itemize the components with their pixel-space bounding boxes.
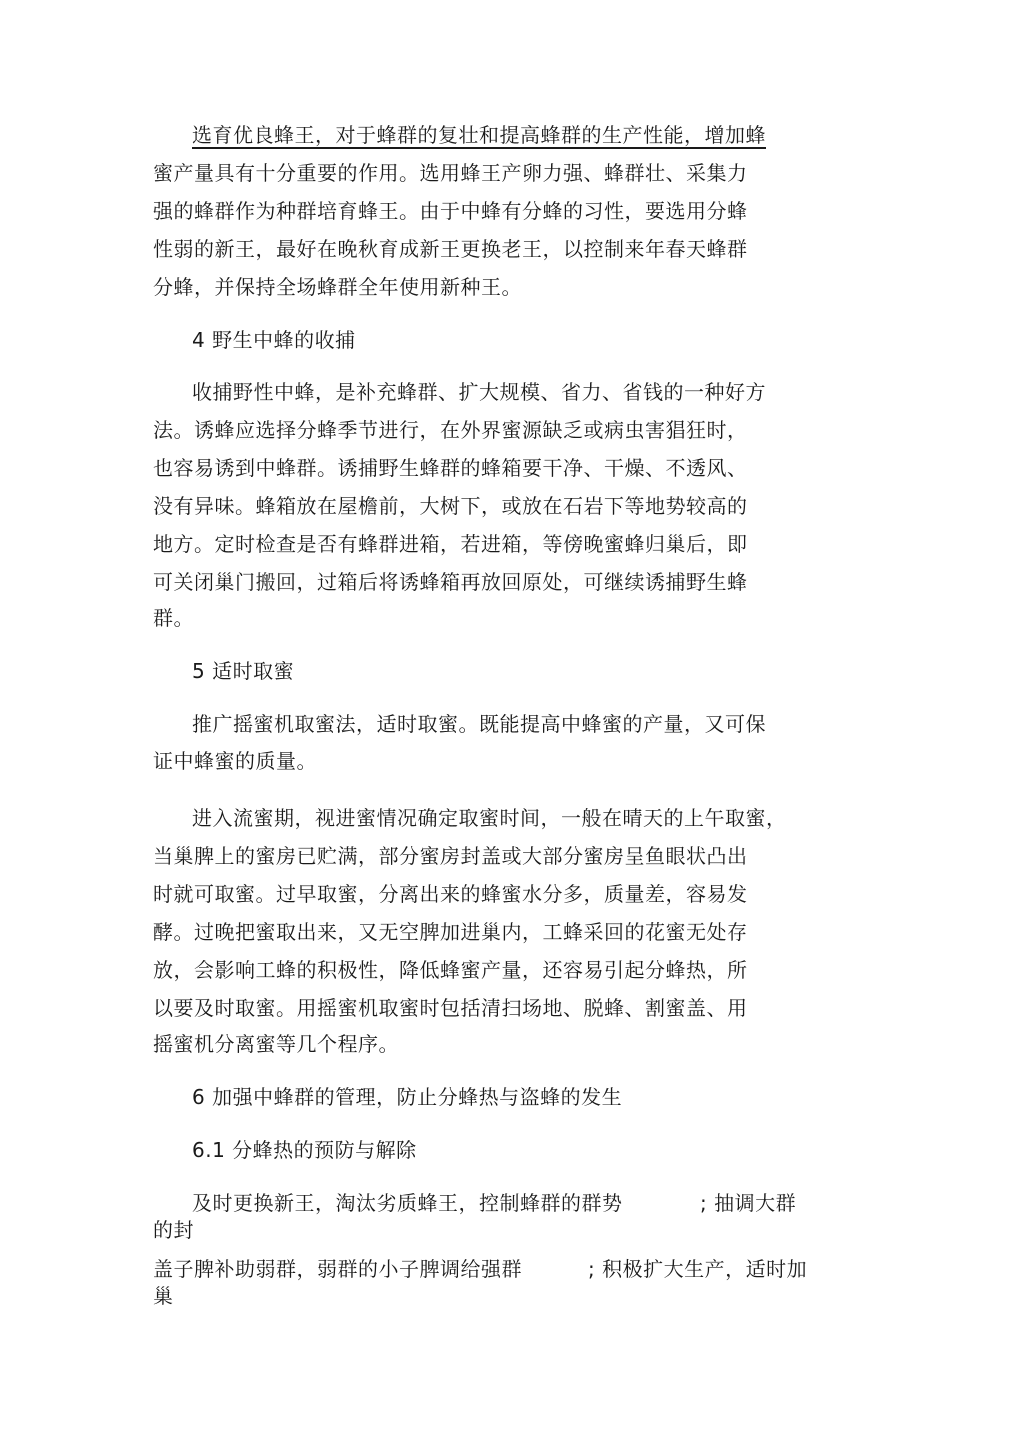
- paragraph-1-line-1: 选育优良蜂王，对于蜂群的复壮和提高蜂群的生产性能，增加蜂: [192, 123, 766, 147]
- paragraph-5-line-1-part-1: 及时更换新王，淘汰劣质蜂王，控制蜂群的群势: [192, 1191, 623, 1215]
- paragraph-2-line-4: 没有异味。蜂箱放在屋檐前，大树下，或放在石岩下等地势较高的: [153, 494, 748, 518]
- paragraph-2-line-1: 收捕野性中蜂，是补充蜂群、扩大规模、省力、省钱的一种好方: [192, 380, 766, 404]
- paragraph-2-line-6: 可关闭巢门搬回，过箱后将诱蜂箱再放回原处，可继续诱捕野生蜂: [153, 570, 748, 594]
- paragraph-5-line-3: 盖子脾补助弱群，弱群的小子脾调给强群: [153, 1257, 522, 1281]
- section-heading-5: 5 适时取蜜: [192, 659, 295, 683]
- paragraph-4-line-4: 酵。过晚把蜜取出来，又无空脾加进巢内，工蜂采回的花蜜无处存: [153, 920, 748, 944]
- paragraph-4-line-3: 时就可取蜜。过早取蜜，分离出来的蜂蜜水分多，质量差，容易发: [153, 882, 748, 906]
- paragraph-1-line-5: 分蜂，并保持全场蜂群全年使用新种王。: [153, 275, 522, 299]
- paragraph-5-line-2: 的封: [153, 1218, 194, 1242]
- section-heading-6: 6 加强中蜂群的管理，防止分蜂热与盗蜂的发生: [192, 1085, 623, 1109]
- paragraph-3-line-2: 证中蜂蜜的质量。: [153, 749, 317, 773]
- paragraph-5-line-3-part-2: ; 积极扩大生产，适时加: [588, 1257, 808, 1281]
- paragraph-1-line-3: 强的蜂群作为种群培育蜂王。由于中蜂有分蜂的习性，要选用分蜂: [153, 199, 748, 223]
- paragraph-4-line-5: 放，会影响工蜂的积极性，降低蜂蜜产量，还容易引起分蜂热，所: [153, 958, 748, 982]
- paragraph-1-line-2: 蜜产量具有十分重要的作用。选用蜂王产卵力强、蜂群壮、采集力: [153, 161, 748, 185]
- paragraph-4-line-7: 摇蜜机分离蜜等几个程序。: [153, 1032, 399, 1056]
- paragraph-2-line-2: 法。诱蜂应选择分蜂季节进行，在外界蜜源缺乏或病虫害猖狂时，: [153, 418, 748, 442]
- paragraph-4-line-6: 以要及时取蜜。用摇蜜机取蜜时包括清扫场地、脱蜂、割蜜盖、用: [153, 996, 748, 1020]
- paragraph-4-line-1: 进入流蜜期，视进蜜情况确定取蜜时间，一般在晴天的上午取蜜，: [192, 806, 787, 830]
- paragraph-5-line-4: 巢: [153, 1284, 174, 1308]
- paragraph-4-line-2: 当巢脾上的蜜房已贮满，部分蜜房封盖或大部分蜜房呈鱼眼状凸出: [153, 844, 748, 868]
- section-heading-4: 4 野生中蜂的收捕: [192, 328, 356, 352]
- paragraph-5-line-1: [192, 1191, 623, 1215]
- paragraph-5-line-1-part-2: ; 抽调大群: [700, 1191, 797, 1215]
- paragraph-2-line-5: 地方。定时检查是否有蜂群进箱，若进箱，等傍晚蜜蜂归巢后，即: [153, 532, 748, 556]
- paragraph-2-line-7: 群。: [153, 606, 194, 630]
- section-heading-6-1: 6.1 分蜂热的预防与解除: [192, 1138, 417, 1162]
- paragraph-2-line-3: 也容易诱到中蜂群。诱捕野生蜂群的蜂箱要干净、干燥、不透风、: [153, 456, 748, 480]
- paragraph-3-line-1: 推广摇蜜机取蜜法，适时取蜜。既能提高中蜂蜜的产量，又可保: [192, 712, 766, 736]
- paragraph-1-line-4: 性弱的新王，最好在晚秋育成新王更换老王，以控制来年春天蜂群: [153, 237, 748, 261]
